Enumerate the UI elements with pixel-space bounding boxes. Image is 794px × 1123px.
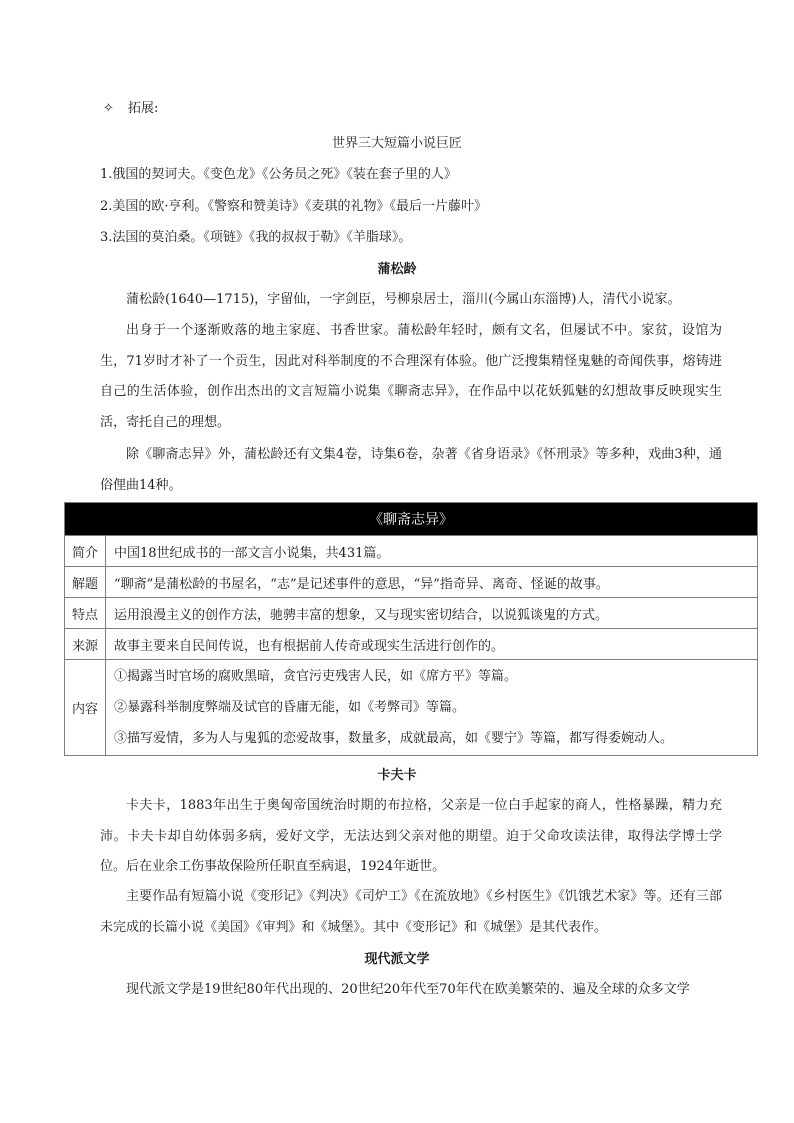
master-item-1: 1.俄国的契诃夫。《变色龙》《公务员之死》《装在套子里的人》 [100, 167, 457, 182]
row-value: 中国18世纪成书的一部文言小说集，共431篇。 [106, 536, 758, 567]
row-value: 运用浪漫主义的创作方法，驰骋丰富的想象，又与现实密切结合，以说狐谈鬼的方式。 [106, 598, 758, 629]
content-item-2: ②暴露科举制度弊端及试官的昏庸无能，如《考弊司》等篇。 [114, 700, 466, 715]
pu-paragraph-2: 出身于一个逐渐败落的地主家庭、书香世家。蒲松龄年轻时，颇有文名，但屡试不中。家贫，设馆为生，71岁时才补了一个贡生，因此对科举制度的不合理深有体验。他广泛搜集精怪鬼魅的奇闻佚事，熔铸进自己的生活体验，创作出杰出的文言短篇小说集《聊斋志异》，在作品中以花妖狐魅的幻想故事反映现实生活，寄托自己的理想。 [100, 323, 722, 430]
master-item-2: 2.美国的欧·亨利。《警察和赞美诗》《麦琪的礼物》《最后一片藤叶》 [100, 199, 488, 214]
table-row [65, 536, 758, 567]
modernism-title: 现代派文学 [364, 952, 430, 967]
sparkle-icon: ✧ [103, 101, 114, 116]
pu-songling-title: 蒲松龄 [377, 262, 417, 277]
table-row [65, 598, 758, 629]
row-label: 简介 [65, 536, 106, 567]
modernism-paragraph: 现代派文学是19世纪80年代出现的、20世纪20年代至70年代在欧美繁荣的、遍及全球的众多文学 [126, 982, 690, 997]
extension-label: 拓展: [128, 101, 159, 116]
table-row [65, 629, 758, 660]
kafka-paragraph-1: 卡夫卡，1883年出生于奥匈帝国统治时期的布拉格，父亲是一位白手起家的商人，性格暴躁，精力充沛。卡夫卡却自幼体弱多病，爱好文学，无法达到父亲对他的期望。迫于父命攻读法律，取得法学博士学位。后在业余工伤事故保险所任职直至病退，1924年逝世。 [100, 798, 722, 874]
master-item-3: 3.法国的莫泊桑。《项链》《我的叔叔于勒》《羊脂球》。 [100, 230, 412, 245]
kafka-title: 卡夫卡 [377, 768, 417, 783]
pu-paragraph-3: 除《聊斋志异》外，蒲松龄还有文集4卷，诗集6卷，杂著《省身语录》《怀刑录》等多种，戏曲3种，通俗俚曲14种。 [100, 447, 722, 493]
kafka-paragraph-2: 主要作品有短篇小说《变形记》《判决》《司炉工》《在流放地》《乡村医生》《饥饿艺术家》等。还有三部未完成的长篇小说《美国》《审判》和《城堡》。其中《变形记》和《城堡》是其代表作。 [100, 889, 722, 935]
pu-paragraph-1: 蒲松龄(1640—1715)，字留仙，一字剑臣，号柳泉居士，淄川(今属山东淄博)人，清代小说家。 [126, 292, 681, 307]
table-row [65, 567, 758, 598]
content-item-3: ③描写爱情，多为人与鬼狐的恋爱故事，数量多，成就最高，如《婴宁》等篇，都写得委婉动人。 [114, 731, 674, 746]
table-title: 《聊斋志异》 [65, 503, 758, 536]
row-label: 内容 [65, 660, 106, 756]
row-value: “聊斋”是蒲松龄的书屋名，“志”是记述事件的意思，“异”指奇异、离奇、怪诞的故事。 [106, 567, 758, 598]
liaozhai-table [64, 502, 758, 756]
row-value: 故事主要来自民间传说，也有根据前人传奇或现实生活进行创作的。 [106, 629, 758, 660]
row-label: 特点 [65, 598, 106, 629]
section-title: 世界三大短篇小说巨匠 [331, 136, 462, 151]
row-label: 来源 [65, 629, 106, 660]
extension-heading [103, 100, 158, 118]
row-label: 解题 [65, 567, 106, 598]
content-item-1: ①揭露当时官场的腐败黑暗，贪官污吏残害人民，如《席方平》等篇。 [114, 669, 518, 684]
table-row-content [65, 660, 758, 756]
